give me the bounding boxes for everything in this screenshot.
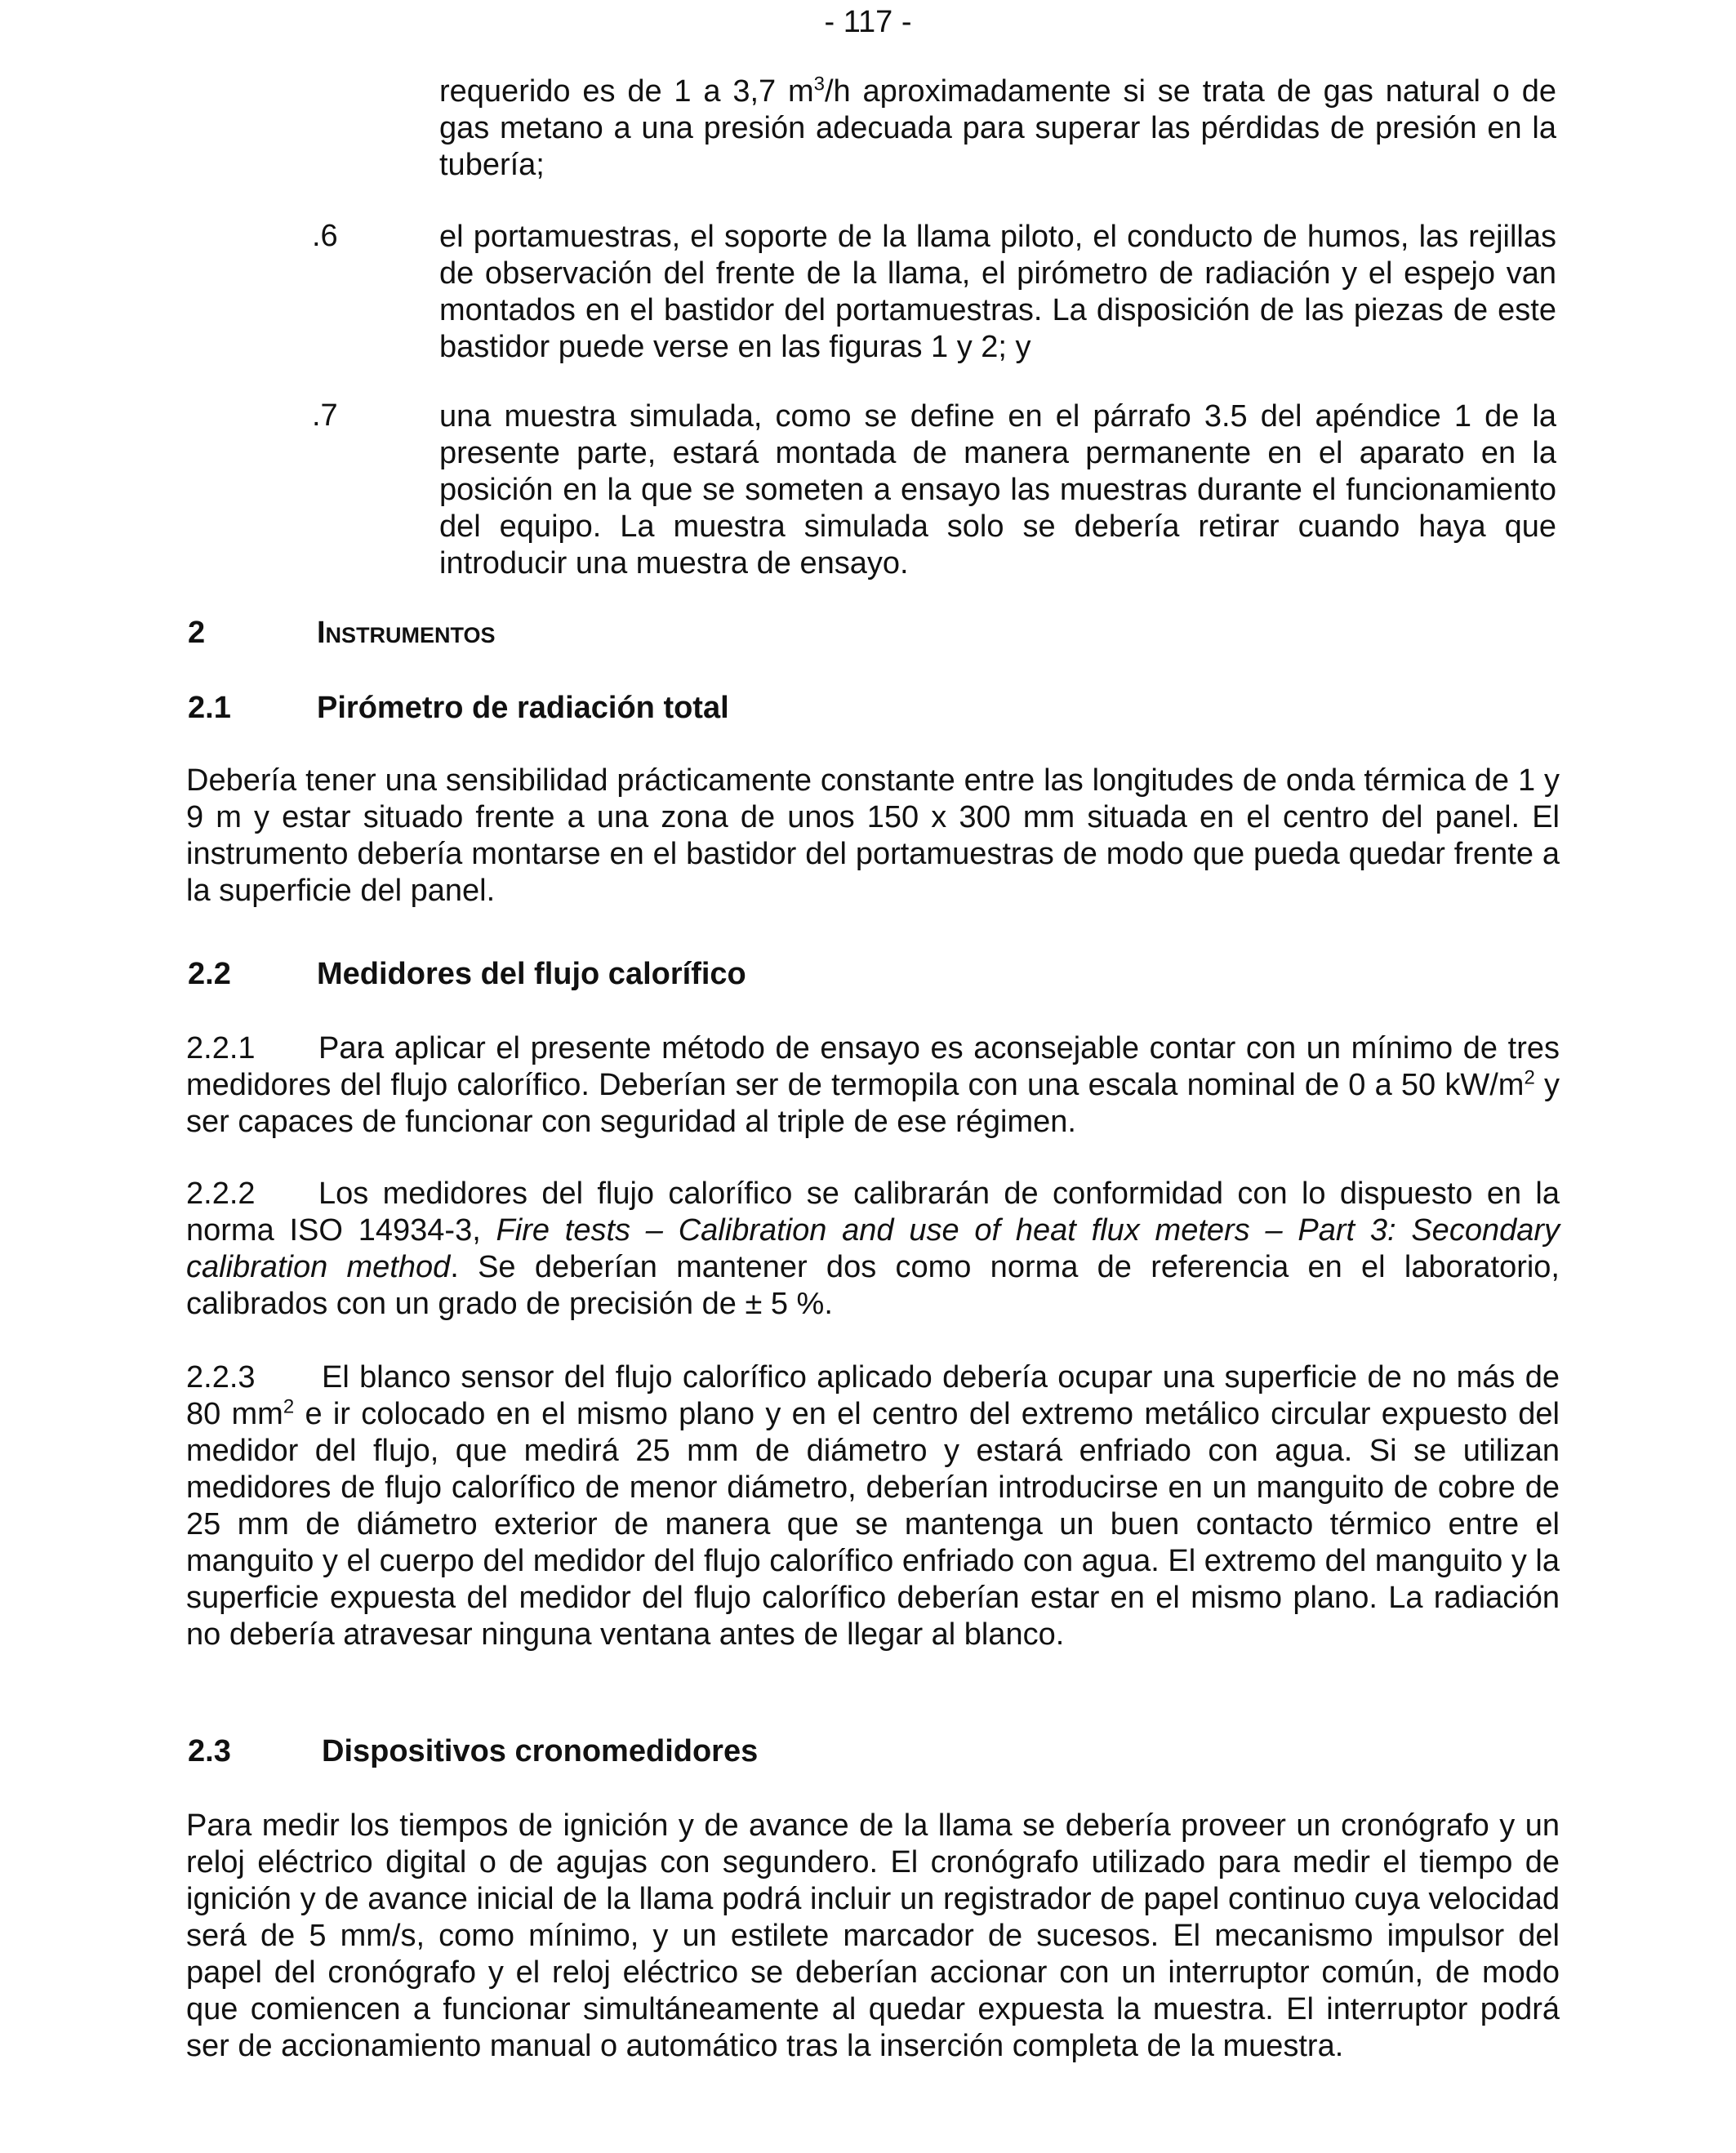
paragraph-2-2-1 [186,1030,1560,1141]
section-number: 2 [188,616,206,650]
subsection-number: 2.1 [188,691,231,725]
paragraph-text: e ir colocado en el mismo plano y en el centro del extremo metálico circular expuesto del medidor del flujo, que medirá 25 mm de diámetro y estará enfriado con agua. Si se utilizan medidores de flujo calorífico de menor diámetro, deberían introducirse en un manguito de cobre de 25 mm de diámetro exterior de manera que se mantenga un buen contacto térmico entre el manguito y el cuerpo del medidor del flujo calorífico enfriado con agua. El extremo del manguito y la superficie expuesta del medidor del flujo calorífico deberían estar en el mismo plano. La radiación no debería atravesar ninguna ventana antes de llegar al blanco. [186,1397,1560,1652]
paragraph-number: 2.2.2 [186,1177,256,1211]
paragraph-text: El blanco sensor del flujo calorífico aplicado debería ocupar una superficie de no más de 80 mm [186,1360,1560,1431]
paragraph-text: . Se deberían mantener dos como norma de referencia en el laboratorio, calibrados con un grado de precisión de ± 5 %. [186,1250,1560,1321]
paragraph-2-2-2 [186,1176,1560,1323]
superscript: 2 [1524,1066,1535,1089]
subsection-number: 2.2 [188,957,231,991]
paragraph-number: 2.2.1 [186,1031,256,1065]
subsection-heading: Medidores del flujo calorífico [317,957,746,991]
page-number: - 117 - [824,5,912,39]
subsection-heading: Dispositivos cronomedidores [322,1734,759,1768]
standard-title: Fire tests – Calibration and use of heat flux meters – Part 3: Secondary calibration method [186,1213,1560,1284]
continuation-text-2: /h aproximadamente si se trata de gas natural o de gas metano a una presión adecuada para superar las pérdidas de presión en la tubería; [439,74,1556,182]
paragraph-text: y ser capaces de funcionar con seguridad al triple de ese régimen. [186,1068,1560,1139]
paragraph-2-3: Para medir los tiempos de ignición y de avance de la llama se debería proveer un cronógrafo y un reloj eléctrico digital o de agujas con segundero. El cronógrafo utilizado para medir el tiempo de ignición y de avance inicial de la llama podrá incluir un registrador de papel continuo cuya velocidad será de 5 mm/s, como mínimo, y un estilete marcador de sucesos. El mecanismo impulsor del papel del cronógrafo y el reloj eléctrico se deberían accionar con un interruptor común, de modo que comiencen a funcionar simultáneamente al quedar expuesta la muestra. El interruptor podrá ser de accionamiento manual o automático tras la inserción completa de la muestra. [186,1808,1560,2063]
superscript: 2 [283,1395,295,1418]
list-item-7-text: una muestra simulada, como se define en el párrafo 3.5 del apéndice 1 de la presente parte, estará montada de manera permanente en el aparato en la posición en la que se someten a ensayo las muestras durante el funcionamiento del equipo. La muestra simulada solo se debería retirar cuando haya que introducir una muestra de ensayo. [439,399,1556,581]
paragraph-text: Para aplicar el presente método de ensayo es aconsejable contar con un mínimo de tres medidores del flujo calorífico. Deberían ser de termopila con una escala nominal de 0 a 50 kW/m [186,1031,1560,1102]
paragraph-number: 2.2.3 [186,1360,256,1395]
section-heading: Instrumentos [317,616,496,650]
continuation-superscript: 3 [813,73,825,96]
continuation-text-1: requerido es de 1 a 3,7 m [439,74,814,109]
list-item-number-7: .7 [312,398,338,433]
list-item-continuation [439,73,1556,184]
subsection-heading: Pirómetro de radiación total [317,691,729,725]
paragraph-2-2-3 [186,1359,1560,1653]
list-item-number-6: .6 [312,219,338,253]
list-item-6-text: el portamuestras, el soporte de la llama piloto, el conducto de humos, las rejillas de observación del frente de la llama, el pirómetro de radiación y el espejo van montados en el bastidor del portamuestras. La disposición de las piezas de este bastidor puede verse en las figuras 1 y 2; y [439,220,1556,364]
subsection-number: 2.3 [188,1734,231,1768]
paragraph-text: Los medidores del flujo calorífico se calibrarán de conformidad con lo dispuesto en la norma ISO 14934-3, [186,1177,1560,1248]
paragraph-2-1: Debería tener una sensibilidad prácticamente constante entre las longitudes de onda térmica de 1 y 9 m y estar situado frente a una zona de unos 150 x 300 mm situada en el centro del panel. El instrumento debería montarse en el bastidor del portamuestras de modo que pueda quedar frente a la superficie del panel. [186,763,1560,908]
